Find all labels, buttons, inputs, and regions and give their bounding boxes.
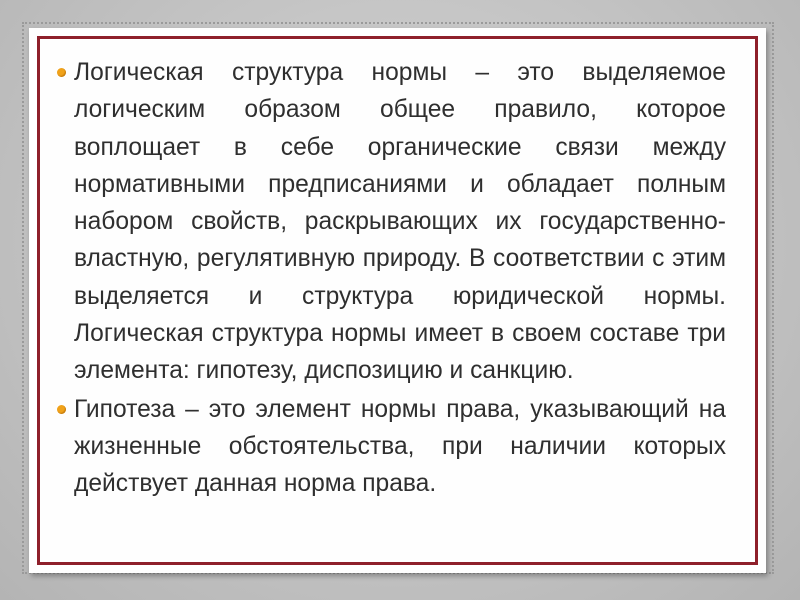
- bullet-text: Логическая структура нормы – это выделяемое логическим образом общее правило, которое воплощает в себе органические связи между нормативными предписаниями и обладает полным набором свойств, раскрывающих их государственно-властную, регулятивную природу. В соответствии с этим выделяется и структура юридической нормы. Логическая структура нормы имеет в своем составе три элемента: гипотезу, диспозицию и санкцию.: [74, 59, 726, 385]
- bullet-dot-icon: [57, 68, 66, 77]
- bullet-item-logical-structure: [74, 54, 726, 390]
- text-panel: [29, 28, 766, 573]
- bullet-dot-icon: [57, 405, 66, 414]
- bullet-list: [74, 54, 726, 503]
- bullet-text: Гипотеза – это элемент нормы права, указывающий на жизненные обстоятельства, при наличии которых действует данная норма права.: [74, 395, 726, 498]
- bullet-item-hypothesis: [74, 391, 726, 503]
